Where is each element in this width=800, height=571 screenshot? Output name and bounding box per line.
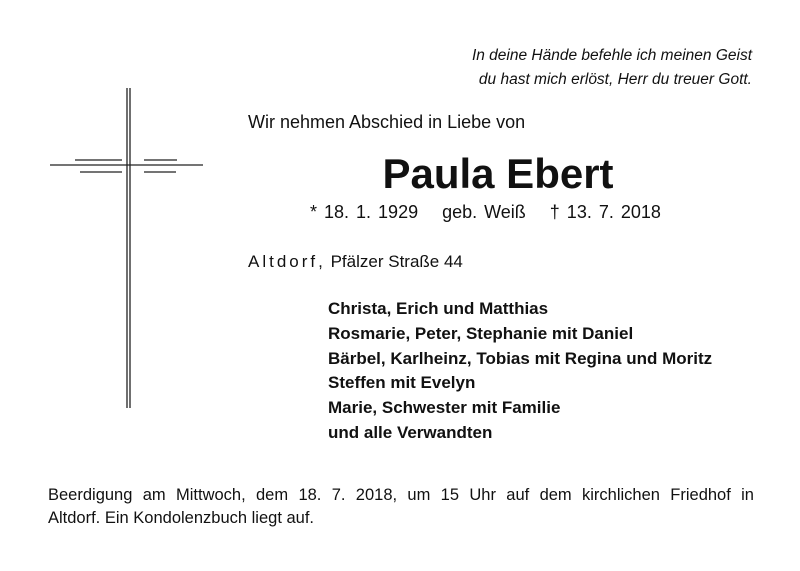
verse-line-1: In deine Hände befehle ich meinen Geist	[471, 47, 752, 64]
funeral-notice	[48, 484, 754, 530]
maiden-name: geb. Weiß	[442, 202, 526, 222]
address-town: Altdorf,	[248, 252, 326, 271]
deceased-name: Paula Ebert	[382, 150, 614, 197]
mourner-line: Bärbel, Karlheinz, Tobias mit Regina und Moritz	[328, 348, 713, 368]
funeral-line-2: Altdorf. Ein Kondolenzbuch liegt auf.	[48, 509, 315, 527]
mourners-list	[328, 297, 712, 446]
mourner-line: und alle Verwandten	[328, 422, 493, 442]
address-street: Pfälzer Straße 44	[330, 252, 463, 271]
verse-line-2: du hast mich erlöst, Herr du treuer Gott.	[478, 71, 752, 88]
mourner-line: Steffen mit Evelyn	[328, 373, 476, 393]
birth-date: * 18. 1. 1929	[310, 202, 419, 222]
mourner-line: Rosmarie, Peter, Stephanie mit Daniel	[328, 323, 634, 343]
mourner-line: Marie, Schwester mit Familie	[328, 398, 561, 418]
address	[248, 252, 463, 272]
mourner-line: Christa, Erich und Matthias	[328, 299, 549, 318]
death-date: † 13. 7. 2018	[549, 202, 661, 222]
bible-verse	[352, 44, 752, 92]
life-dates	[310, 202, 661, 223]
funeral-line-1: Beerdigung am Mittwoch, dem 18. 7. 2018, um 15 Uhr auf dem kirchlichen Friedhof in	[48, 486, 754, 504]
farewell-text: Wir nehmen Abschied in Liebe von	[248, 112, 526, 132]
